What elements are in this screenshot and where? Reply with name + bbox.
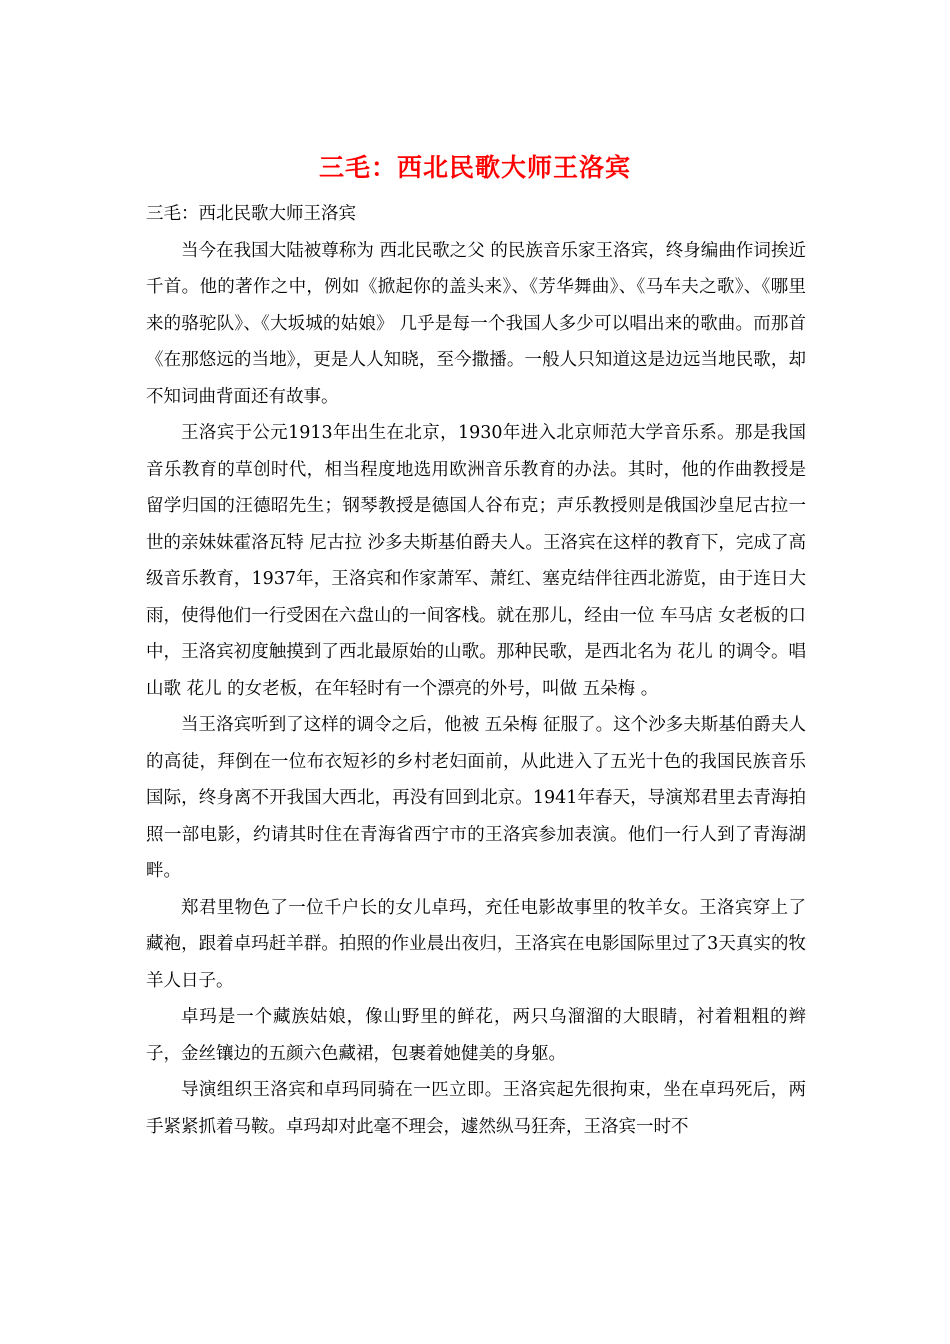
page-title: 三毛：西北民歌大师王洛宾 (318, 153, 631, 182)
article-body (146, 196, 806, 1145)
article-subtitle: 三毛：西北民歌大师王洛宾 (146, 204, 356, 224)
paragraph-4: 郑君里物色了一位千户长的女儿卓玛，充任电影故事里的牧羊女。王洛宾穿上了藏袍，跟着卓玛赶羊群。拍照的作业晨出夜归，王洛宾在电影国际里过了3天真实的牧羊人日子。 (146, 897, 806, 991)
paragraph-3: 当王洛宾听到了这样的调令之后，他被 五朵梅 征服了。这个沙多夫斯基伯爵夫人的高徒，拜倒在一位布衣短衫的乡村老妇面前，从此进入了五光十色的我国民族音乐国际，终身离不开我国大西北，再没有回到北京。1941年春天，导演郑君里去青海拍照一部电影，约请其时住在青海省西宁市的王洛宾参加表演。他们一行人到了青海湖畔。 (146, 715, 806, 881)
paragraph-6: 导演组织王洛宾和卓玛同骑在一匹立即。王洛宾起先很拘束，坐在卓玛死后，两手紧紧抓着马鞍。卓玛却对此毫不理会，遽然纵马狂奔，王洛宾一时不 (146, 1080, 806, 1137)
paragraph-5: 卓玛是一个藏族姑娘，像山野里的鲜花，两只乌溜溜的大眼睛，衬着粗粗的辫子，金丝镶边的五颜六色藏裙，包裹着她健美的身躯。 (146, 1007, 806, 1064)
paragraph-2: 王洛宾于公元1913年出生在北京，1930年进入北京师范大学音乐系。那是我国音乐教育的草创时代，相当程度地选用欧洲音乐教育的办法。其时，他的作曲教授是留学归国的汪德昭先生；钢琴教授是德国人谷布克；声乐教授则是俄国沙皇尼古拉一世的亲妹妹霍洛瓦特 尼古拉 沙多夫斯基伯爵夫人。王洛宾在这样的教育下，完成了高级音乐教育，1937年，王洛宾和作家萧军、萧红、塞克结伴往西北游览，由于连日大雨，使得他们一行受困在六盘山的一间客栈。就在那儿，经由一位 车马店 女老板的口中，王洛宾初度触摸到了西北最原始的山歌。那种民歌，是西北名为 花儿 的调令。唱山歌 花儿 的女老板，在年轻时有一个漂亮的外号，叫做 五朵梅 。 (146, 423, 806, 699)
paragraph-1: 当今在我国大陆被尊称为 西北民歌之父 的民族音乐家王洛宾，终身编曲作词挨近千首。他的著作之中，例如《掀起你的盖头来》、《芳华舞曲》、《马车夫之歌》、《哪里来的骆驼队》、《大坂城的姑娘》 几乎是每一个我国人多少可以唱出来的歌曲。而那首《在那悠远的当地》，更是人人知晓，至今撒播。一般人只知道这是边远当地民歌，却不知词曲背面还有故事。 (146, 240, 806, 407)
